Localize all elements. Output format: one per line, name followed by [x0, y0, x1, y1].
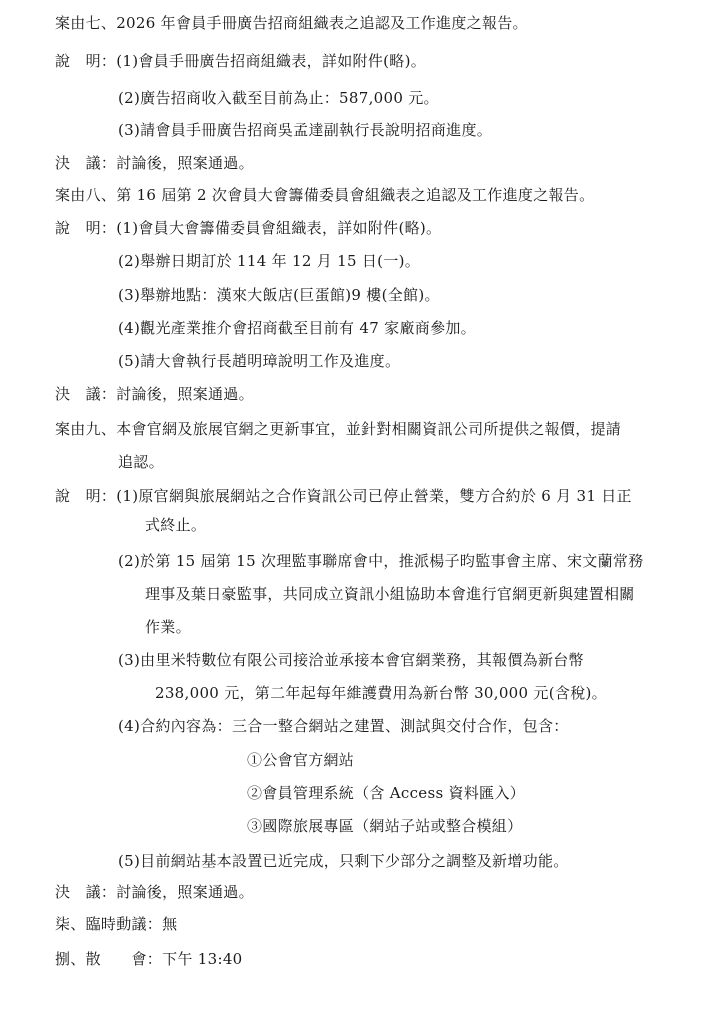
item7-resolution: 決 議：討論後，照案通過。 — [55, 154, 254, 172]
item7-explain-2: (2)廣告招商收入截至目前為止：587,000 元。 — [118, 89, 439, 107]
item8-explain-2: (2)舉辦日期訂於 114 年 12 月 15 日(一)。 — [118, 252, 421, 270]
item9-heading-line1: 案由九、本會官網及旅展官網之更新事宜，並針對相關資訊公司所提供之報價，提請 — [55, 420, 622, 438]
item9-scope-3: ③國際旅展專區（網站子站或整合模組） — [247, 817, 523, 835]
item7-heading: 案由七、2026 年會員手冊廣告招商組織表之追認及工作進度之報告。 — [55, 14, 528, 32]
adjournment — [55, 949, 243, 969]
item8-explain-1: 說 明：(1)會員大會籌備委員會組織表，詳如附件(略)。 — [55, 219, 442, 237]
item9-explain-2-line2: 理事及葉日豪監事，共同成立資訊小組協助本會進行官網更新與建置相關 — [145, 585, 635, 603]
adjournment-time: 下午 13:40 — [162, 950, 243, 968]
adjournment-label: 捌、散 會： — [55, 950, 163, 968]
extempore-motions: 柒、臨時動議：無 — [55, 915, 178, 933]
item9-scope-2: ②會員管理系統（含 Access 資料匯入） — [247, 784, 526, 802]
item9-explain-1-line2: 式終止。 — [145, 516, 207, 534]
item9-explain-2-line1: (2)於第 15 屆第 15 次理監事聯席會中，推派楊子昀監事會主席、宋文蘭常務 — [118, 552, 644, 570]
item7-explain-1: 說 明：(1)會員手冊廣告招商組織表，詳如附件(略)。 — [55, 52, 427, 70]
item9-explain-3-line2: 238,000 元，第二年起每年維護費用為新台幣 30,000 元(含稅)。 — [155, 684, 607, 702]
item9-explain-3-line1: (3)由里米特數位有限公司接洽並承接本會官網業務，其報價為新台幣 — [118, 651, 584, 669]
item8-heading: 案由八、第 16 屆第 2 次會員大會籌備委員會組織表之追認及工作進度之報告。 — [55, 186, 595, 204]
item8-explain-4: (4)觀光產業推介會招商截至目前有 47 家廠商參加。 — [118, 319, 476, 337]
item8-explain-5: (5)請大會執行長趙明璋說明工作及進度。 — [118, 352, 401, 370]
item9-explain-5: (5)目前網站基本設置已近完成，只剩下少部分之調整及新增功能。 — [118, 852, 569, 870]
item9-heading-line2: 追認。 — [118, 453, 164, 471]
item8-resolution: 決 議：討論後，照案通過。 — [55, 385, 254, 403]
item9-resolution: 決 議：討論後，照案通過。 — [55, 883, 254, 901]
item9-explain-1-line1: 說 明：(1)原官網與旅展網站之合作資訊公司已停止營業，雙方合約於 6 月 31 日正 — [55, 487, 632, 505]
item9-explain-2-line3: 作業。 — [145, 618, 191, 636]
item8-explain-3: (3)舉辦地點：漢來大飯店(巨蛋館)9 樓(全館)。 — [118, 286, 440, 304]
item9-explain-4: (4)合約內容為：三合一整合網站之建置、測試與交付合作，包含： — [118, 717, 569, 735]
item9-scope-1: ①公會官方網站 — [247, 751, 355, 769]
item7-explain-3: (3)請會員手冊廣告招商吳孟達副執行長說明招商進度。 — [118, 121, 493, 139]
